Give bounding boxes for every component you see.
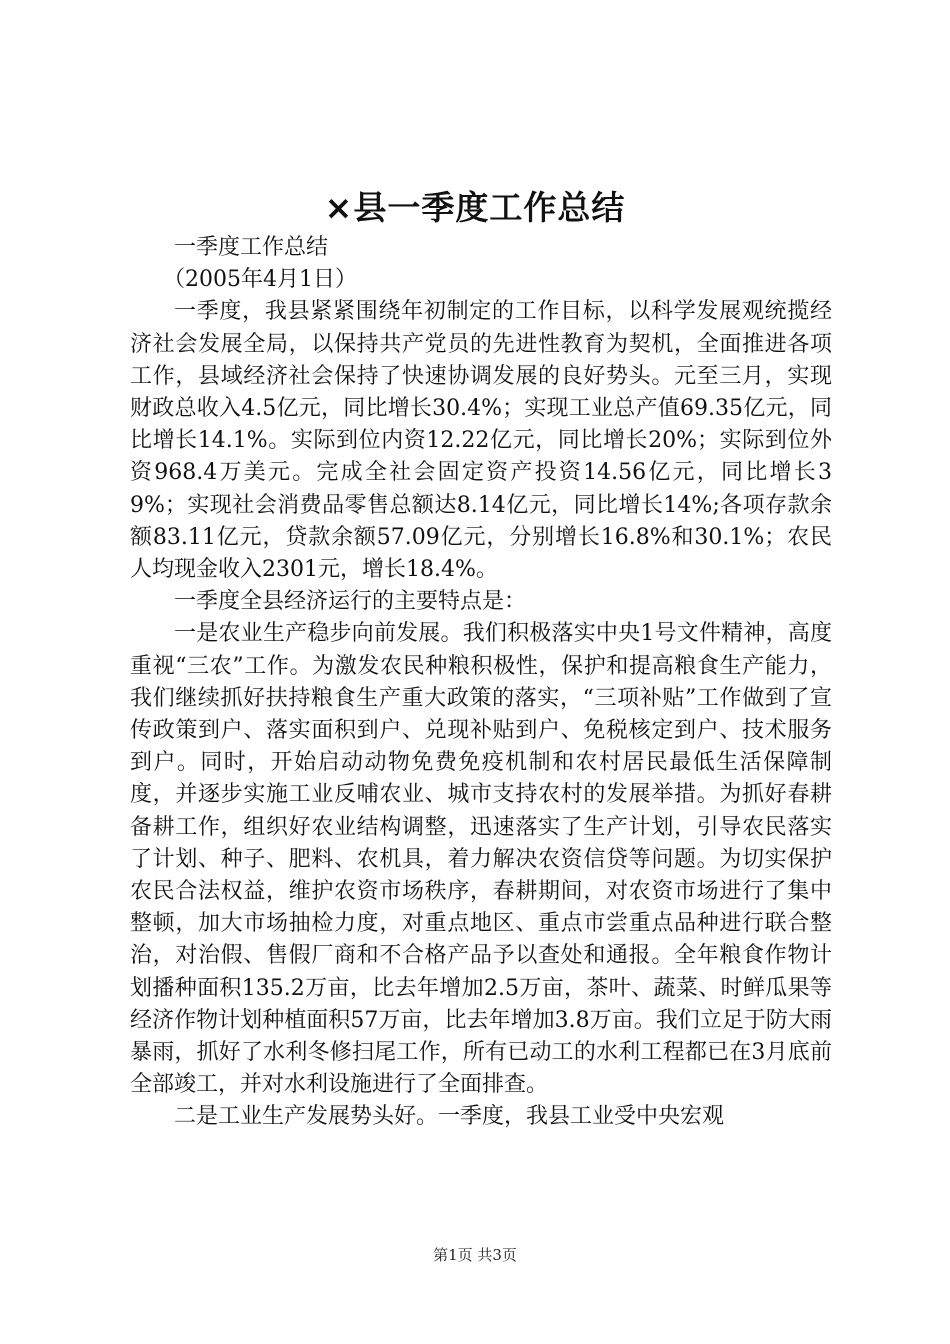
document-title: ×县一季度工作总结	[324, 188, 626, 227]
industry-paragraph: 二是工业生产发展势头好。一季度，我县工业受中央宏观	[174, 1104, 725, 1130]
summary-paragraph: 一季度，我县紧紧围绕年初制定的工作目标，以科学发展观统揽经济社会发展全局，以保持共产党员的先进性教育为契机，全面推进各项工作，县域经济社会保持了快速协调发展的良好势头。元至三月，实现财政总收入4.5亿元，同比增长30.4%；实现工业总产值69.35亿元，同比增长14.1%。实际到位内资12.22亿元，同比增长20%；实际到位外资968.4万美元。完成全社会固定资产投资14.56亿元，同比增长39%；实现社会消费品零售总额达8.14亿元，同比增长14%;各项存款余额83.11亿元，贷款余额57.09亿元，分别增长16.8%和30.1%；农民人均现金收入2301元，增长18.4%。	[130, 299, 832, 583]
subtitle-paragraph: 一季度工作总结	[174, 235, 329, 260]
features-intro-paragraph: 一季度全县经济运行的主要特点是：	[174, 589, 527, 615]
page-footer: 第1页 共3页	[433, 1246, 517, 1264]
document-body	[130, 232, 832, 1134]
date-paragraph: （2005年4月1日）	[163, 267, 357, 293]
agriculture-paragraph: 一是农业生产稳步向前发展。我们积极落实中央1号文件精神，高度重视“三农”工作。为激发农民种粮积极性，保护和提高粮食生产能力，我们继续抓好扶持粮食生产重大政策的落实，“三项补贴”工作做到了宣传政策到户、落实面积到户、兑现补贴到户、免税核定到户、技术服务到户。同时，开始启动动物免费免疫机制和农村居民最低生活保障制度，并逐步实施工业反哺农业、城市支持农村的发展举措。为抓好春耕备耕工作，组织好农业结构调整，迅速落实了生产计划，引导农民落实了计划、种子、肥料、农机具，着力解决农资信贷等问题。为切实保护农民合法权益，维护农资市场秩序，春耕期间，对农资市场进行了集中整顿，加大市场抽检力度，对重点地区、重点市尝重点品种进行联合整治，对治假、售假厂商和不合格产品予以查处和通报。全年粮食作物计划播种面积135.2万亩，比去年增加2.5万亩，茶叶、蔬菜、时鲜瓜果等经济作物计划种植面积57万亩，比去年增加3.8万亩。我们立足于防大雨暴雨，抓好了水利冬修扫尾工作，所有已动工的水利工程都已在3月底前全部竣工，并对水利设施进行了全面排查。	[130, 621, 832, 1098]
